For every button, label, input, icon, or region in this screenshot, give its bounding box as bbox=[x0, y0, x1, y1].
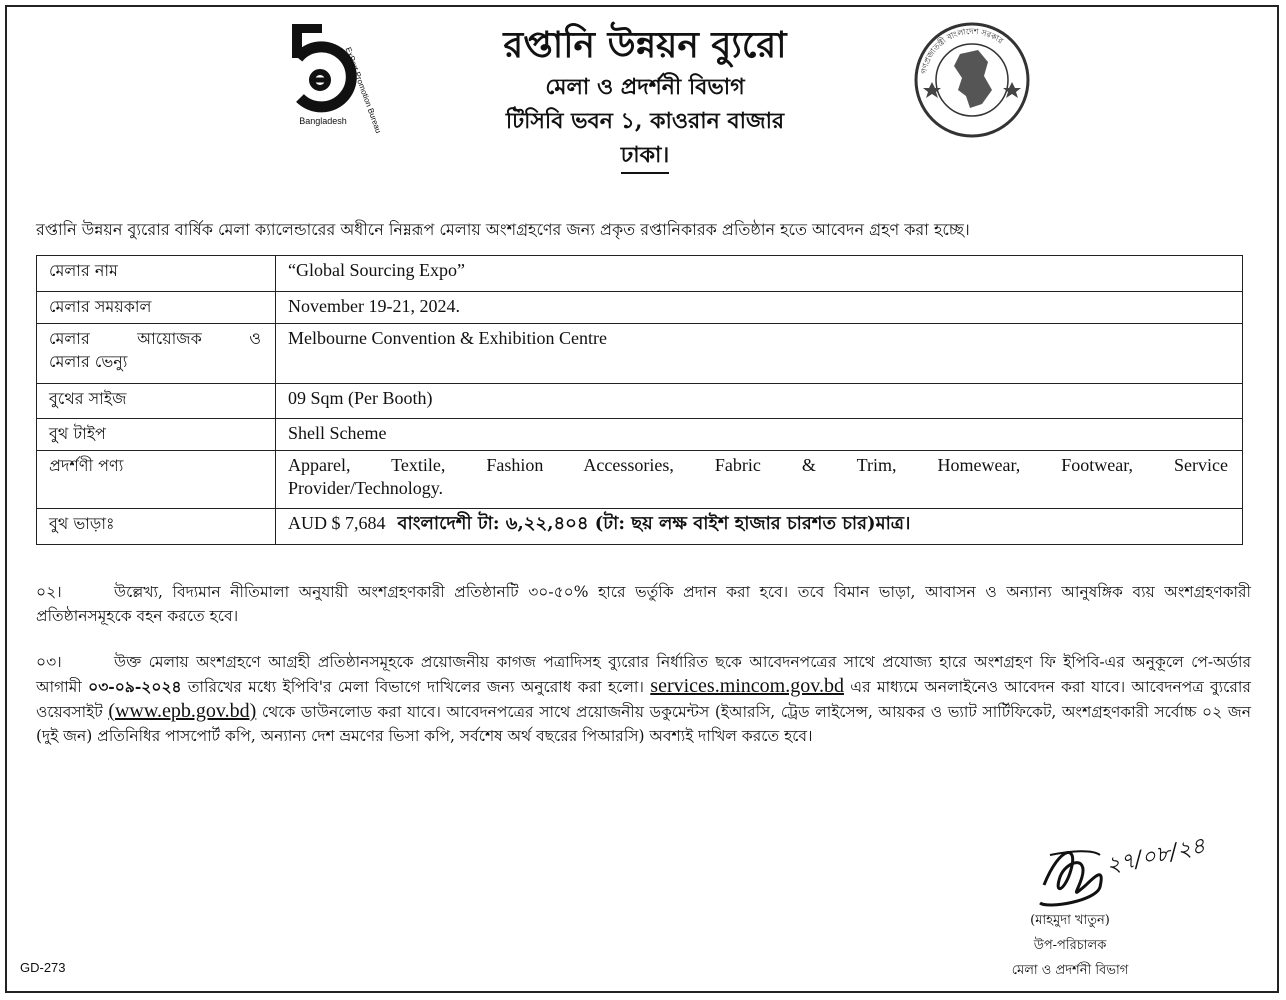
organizer-label-line1: মেলার আয়োজক ও bbox=[49, 329, 261, 348]
document-code: GD-273 bbox=[20, 960, 66, 975]
organizer-value: Melbourne Convention & Exhibition Centre bbox=[276, 324, 1243, 384]
org-title: রপ্তানি উন্নয়ন ব্যুরো bbox=[503, 24, 787, 66]
deadline-date: ০৩-০৯-২০২৪ bbox=[88, 677, 182, 696]
government-seal bbox=[912, 20, 1032, 140]
period-value: November 19-21, 2024. bbox=[276, 292, 1243, 324]
table-row bbox=[37, 256, 1243, 292]
logo-arc-text: ExPort Promotion Bureau bbox=[343, 46, 384, 135]
paragraph-02 bbox=[36, 580, 1251, 628]
signature-date: ২৭/০৮/২৪ bbox=[1104, 833, 1208, 879]
services-link[interactable]: services.mincom.gov.bd bbox=[650, 675, 844, 697]
rent-bdt: বাংলাদেশী টা: ৬,২২,৪০৪ (টা: ছয় লক্ষ বাইশ হাজার চারশত চার)মাত্র। bbox=[397, 513, 911, 534]
table-row bbox=[37, 451, 1243, 509]
fair-name-value: “Global Sourcing Expo” bbox=[276, 256, 1243, 292]
paragraph-03 bbox=[36, 650, 1251, 748]
table-row bbox=[37, 419, 1243, 451]
intro-paragraph: রপ্তানি উন্নয়ন ব্যুরোর বার্ষিক মেলা ক্যালেন্ডারের অধীনে নিম্নরূপ মেলায় অংশগ্রহণের জন্য প্রকৃত রপ্তানিকারক প্রতিষ্ঠান হতে আবেদন গ্রহণ করা হচ্ছে। bbox=[36, 220, 970, 239]
table-row bbox=[37, 509, 1243, 545]
division-name: মেলা ও প্রদর্শনী বিভাগ bbox=[545, 74, 745, 100]
office-address: টিসিবি ভবন ১, কাওরান বাজার bbox=[505, 108, 785, 134]
organizer-label-line2: মেলার ভেন্যু bbox=[49, 352, 128, 371]
signatory-block bbox=[990, 908, 1150, 983]
booth-type-label: বুথ টাইপ bbox=[37, 419, 276, 451]
fair-info-table bbox=[36, 255, 1243, 545]
rent-label: বুথ ভাড়াঃ bbox=[37, 509, 276, 545]
seal-arc-text: গণপ্রজাতন্ত্রী বাংলাদেশ সরকার bbox=[919, 26, 1005, 75]
table-row bbox=[37, 384, 1243, 419]
paragraph-number: ০২। bbox=[36, 583, 62, 601]
signatory-designation: উপ-পরিচালক bbox=[1033, 938, 1107, 953]
bangladesh-seal-icon bbox=[912, 20, 1032, 140]
products-value bbox=[276, 451, 1243, 509]
products-label: প্রদর্শণী পণ্য bbox=[37, 451, 276, 509]
letterhead bbox=[380, 20, 910, 174]
paragraph-number: ০৩। bbox=[36, 653, 62, 671]
booth-size-value: 09 Sqm (Per Booth) bbox=[276, 384, 1243, 419]
organizer-label bbox=[37, 324, 276, 384]
table-row bbox=[37, 324, 1243, 384]
paragraph-text: উল্লেখ্য, বিদ্যমান নীতিমালা অনুযায়ী অংশগ্রহণকারী প্রতিষ্ঠানটি ৩০-৫০% হারে ভর্তুকি প্রদান করা হবে। তবে বিমান ভাড়া, আবাসন ও অন্যান্য আনুষঙ্গিক ব্যয় অংশগ্রহণকারী প্রতিষ্ঠানসমূহকে বহন করতে হবে। bbox=[36, 583, 1251, 625]
rent-value bbox=[276, 509, 1243, 545]
booth-type-value: Shell Scheme bbox=[276, 419, 1243, 451]
epb-logo bbox=[268, 18, 384, 138]
period-label: মেলার সময়কাল bbox=[37, 292, 276, 324]
logo-caption: Bangladesh bbox=[299, 116, 347, 126]
table-row bbox=[37, 292, 1243, 324]
paragraph-text-d: থেকে ডাউনলোড করা যাবে। আবেদনপত্রের সাথে প্রয়োজনীয় ডকুমেন্টস (ইআরসি, ট্রেড লাইসেন্স, আয়কর ও ভ্যাট সার্টিফিকেট, অংশগ্রহণকারী সর্বোচ্চ ০২ জন (দুই জন) প্রতিনিধির পাসপোর্ট কপি, অন্যান্য দেশ ভ্রমণের ভিসা কপি, সর্বশেষ অর্থ বছরের পিআরসি) অবশ্যই দাখিল করতে হবে। bbox=[36, 703, 1251, 745]
signature bbox=[1030, 825, 1230, 915]
signatory-name: (মাহমুদা খাতুন) bbox=[1030, 913, 1110, 928]
signatory-division: মেলা ও প্রদর্শনী বিভাগ bbox=[1011, 963, 1129, 978]
office-city: ঢাকা। bbox=[621, 138, 669, 174]
epb-logo-mark-icon bbox=[268, 18, 378, 118]
rent-aud: AUD $ 7,684 bbox=[288, 513, 386, 533]
paragraph-text-a: উক্ত মেলায় অংশগ্রহণে আগ্রহী প্রতিষ্ঠানসমূহকে প্রয়োজনীয় কাগজ পত্রাদিসহ ব্যুরোর নির্ধারিত ছকে আবেদনপত্রের সাথে প্রযোজ্য হারে অংশগ্রহণ ফি ইপিবি-এর অনুকূলে পে-অর্ডার আগামী bbox=[36, 653, 1251, 696]
products-line1: Apparel, Textile, Fashion Accessories, Fabric & Trim, Homewear, Footwear, Service bbox=[288, 455, 1228, 475]
booth-size-label: বুথের সাইজ bbox=[37, 384, 276, 419]
paragraph-text-b: তারিখের মধ্যে ইপিবি'র মেলা বিভাগে দাখিলের জন্য অনুরোধ করা হলো। bbox=[187, 678, 644, 696]
fair-name-label: মেলার নাম bbox=[37, 256, 276, 292]
handwritten-signature-icon bbox=[1030, 825, 1230, 915]
paragraph-text-c: এর মাধ্যমে অনলাইনেও আবেদন করা যাবে। আবেদনপত্র ব্যুরোর ওয়েবসাইট bbox=[36, 678, 1251, 721]
products-line2: Provider/Technology. bbox=[288, 478, 444, 498]
epb-website-link[interactable]: (www.epb.gov.bd) bbox=[108, 700, 257, 722]
